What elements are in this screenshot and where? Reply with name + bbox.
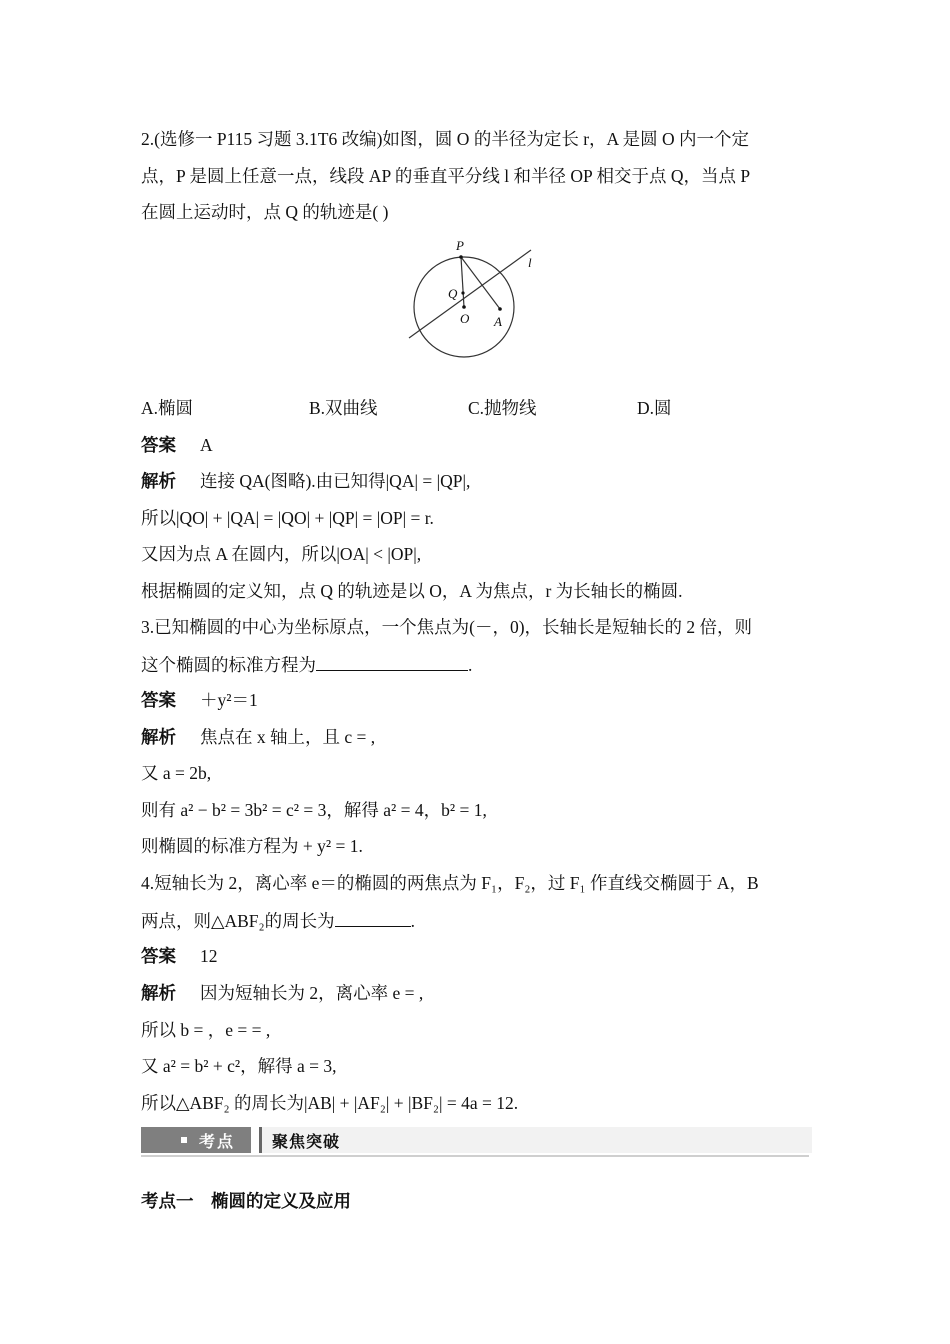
banner-title: 聚焦突破	[272, 1132, 341, 1151]
analysis-label: 解析	[141, 727, 176, 747]
circle-figure	[400, 238, 550, 363]
label-a: A	[494, 314, 502, 329]
label-l: l	[528, 255, 532, 270]
label-q: Q	[448, 286, 458, 301]
analysis-label: 解析	[141, 983, 176, 1003]
banner-divider	[141, 1155, 809, 1157]
q4-answer-row	[141, 944, 218, 968]
q4-analysis-line-4: 所以△ABF₂ 的周长为|AB| + |AF₂| + |BF₂| = 4a = 12.	[141, 1093, 519, 1113]
answer-label: 答案	[141, 946, 176, 966]
q4-analysis-line-2: 所以 b = ，e = = ,	[141, 1020, 271, 1040]
q2-analysis-line-4: 根据椭圆的定义知，点 Q 的轨迹是以 O，A 为焦点，r 为长轴长的椭圆.	[141, 581, 683, 601]
section-banner	[141, 1127, 809, 1153]
q2-line-2: 点，P 是圆上任意一点，线段 AP 的垂直平分线 l 和半径 OP 相交于点 Q，当点 P	[141, 166, 751, 186]
q2-line-3: 在圆上运动时，点 Q 的轨迹是( )	[141, 202, 389, 222]
q2-analysis-line-2: 所以|QO| + |QA| = |QO| + |QP| = |OP| = r.	[141, 508, 434, 528]
segment-ap	[461, 257, 500, 309]
square-bullet-icon	[181, 1137, 187, 1143]
q2-answer-row	[141, 433, 213, 457]
option-b: B.双曲线	[309, 398, 378, 418]
banner-title-box	[259, 1127, 812, 1153]
answer-label: 答案	[141, 435, 176, 455]
option-c: C.抛物线	[468, 398, 537, 418]
q4-line-1: 4.短轴长为 2，离心率 e＝的椭圆的两焦点为 F₁，F₂，过 F₁ 作直线交椭圆于 A，B	[141, 873, 759, 893]
q2-analysis-line-3: 又因为点 A 在圆内，所以|OA| < |OP|,	[141, 544, 422, 564]
answer-value: A	[200, 435, 213, 455]
q4-analysis-line-3: 又 a² = b² + c²，解得 a = 3,	[141, 1056, 337, 1076]
answer-blank	[316, 652, 468, 671]
answer-blank	[335, 908, 411, 927]
banner-tag	[141, 1127, 251, 1153]
analysis-text: 焦点在 x 轴上，且 c = ,	[200, 727, 376, 747]
answer-value: ＋y²＝1	[200, 690, 258, 710]
point-a	[498, 307, 502, 311]
analysis-text: 连接 QA(图略).由已知得|QA| = |QP|,	[200, 471, 471, 491]
section-title: 考点一 椭圆的定义及应用	[141, 1191, 351, 1211]
q3-analysis-line-4: 则椭圆的标准方程为 + y² = 1.	[141, 836, 363, 856]
banner-tag-label: 考点	[199, 1132, 236, 1151]
q3-answer-row	[141, 688, 258, 712]
label-o: O	[460, 311, 470, 326]
answer-value: 12	[200, 946, 218, 966]
analysis-label: 解析	[141, 471, 176, 491]
q3-line-1: 3.已知椭圆的中心为坐标原点，一个焦点为(－，0)，长轴长是短轴长的 2 倍，则	[141, 617, 753, 637]
analysis-text: 因为短轴长为 2，离心率 e = ,	[200, 983, 424, 1003]
q3-analysis-line-3: 则有 a² − b² = 3b² = c² = 3，解得 a² = 4，b² = 1,	[141, 800, 487, 820]
q4-analysis-row	[141, 981, 423, 1005]
point-q	[461, 291, 464, 294]
q3-line-2-text: 这个椭圆的标准方程为	[141, 655, 316, 675]
q3-analysis-row	[141, 725, 375, 749]
q3-analysis-line-2: 又 a = 2b,	[141, 763, 212, 783]
q4-line-2: 两点，则△ABF₂的周长为 .	[141, 908, 415, 933]
answer-label: 答案	[141, 690, 176, 710]
q4-line-2-text: 两点，则△ABF₂的周长为	[141, 911, 335, 931]
label-p: P	[456, 238, 464, 253]
q2-line-1: 2.(选修一 P115 习题 3.1T6 改编)如图，圆 O 的半径为定长 r，A 是圆 O 内一个定	[141, 129, 749, 149]
point-p	[459, 255, 463, 259]
point-o	[462, 305, 466, 309]
option-d: D.圆	[637, 398, 672, 418]
q2-analysis-row	[141, 469, 470, 493]
q3-line-2: 这个椭圆的标准方程为 .	[141, 652, 472, 677]
option-a: A.椭圆	[141, 398, 194, 418]
